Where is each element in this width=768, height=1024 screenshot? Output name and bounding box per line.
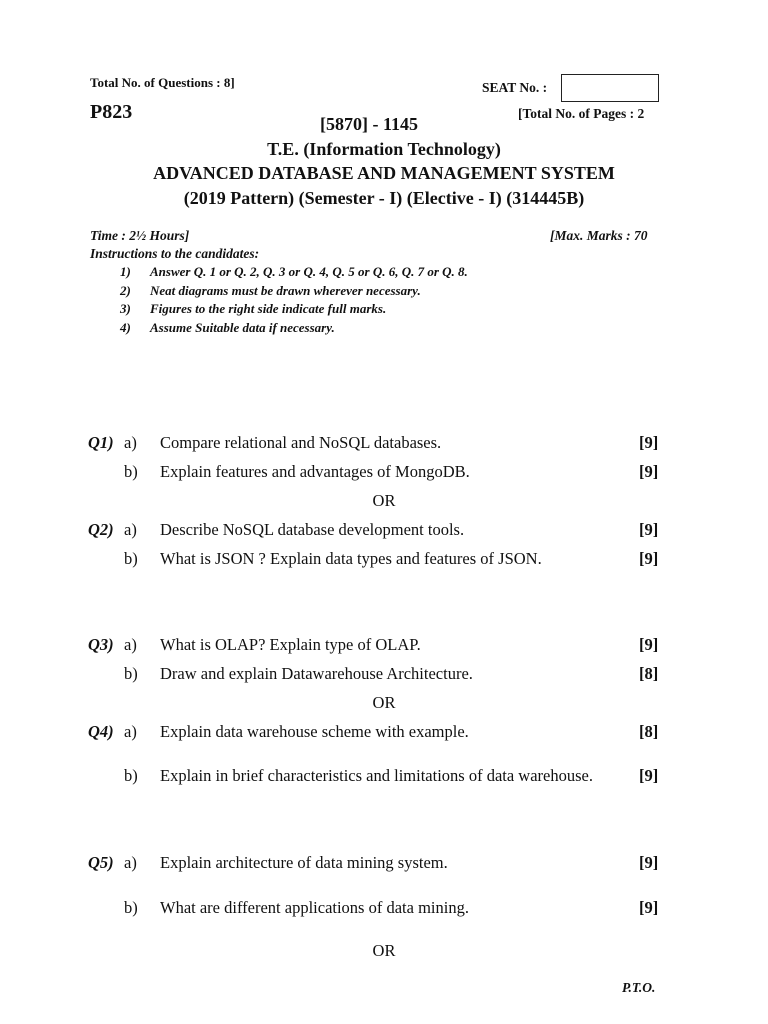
question-text: What is JSON ? Explain data types and features of JSON. xyxy=(160,549,542,568)
question-number: Q1) xyxy=(88,433,114,452)
instruction-text: Neat diagrams must be drawn wherever necessary. xyxy=(150,283,421,298)
question-marks: [8] xyxy=(639,722,659,741)
question-marks: [9] xyxy=(639,433,659,452)
question-text: Describe NoSQL database development tools. xyxy=(160,520,465,539)
question-text: Explain data warehouse scheme with example. xyxy=(160,722,469,741)
question-text: What are different applications of data mining. xyxy=(160,898,469,917)
question-part: b) xyxy=(124,766,138,785)
course-title: T.E. (Information Technology) xyxy=(267,139,501,159)
total-pages: [Total No. of Pages : 2 xyxy=(518,106,645,121)
pattern-line: (2019 Pattern) (Semester - I) (Elective - I) (314445B) xyxy=(183,188,585,208)
question-part: a) xyxy=(124,722,137,741)
question-marks: [9] xyxy=(639,520,659,539)
question-row xyxy=(0,520,768,544)
question-part: a) xyxy=(124,635,137,654)
question-text: Explain in brief characteristics and limitations of data warehouse. xyxy=(160,766,593,785)
question-part: b) xyxy=(124,549,138,568)
question-row xyxy=(0,766,768,790)
instruction-number: 3) xyxy=(120,301,131,316)
question-row xyxy=(0,635,768,659)
question-text: Compare relational and NoSQL databases. xyxy=(160,433,442,452)
or-separator: OR xyxy=(372,491,396,510)
question-row xyxy=(0,549,768,573)
instruction-text: Answer Q. 1 or Q. 2, Q. 3 or Q. 4, Q. 5 or Q. 6, Q. 7 or Q. 8. xyxy=(150,264,468,279)
exam-code: [5870] - 1145 xyxy=(320,114,418,134)
instruction-text: Figures to the right side indicate full marks. xyxy=(150,301,387,316)
paper-code: P823 xyxy=(90,101,133,123)
question-text: What is OLAP? Explain type of OLAP. xyxy=(160,635,421,654)
question-row xyxy=(0,433,768,457)
question-part: a) xyxy=(124,520,137,539)
question-text: Draw and explain Datawarehouse Architecture. xyxy=(160,664,473,683)
question-marks: [9] xyxy=(639,549,659,568)
question-part: b) xyxy=(124,898,138,917)
or-separator: OR xyxy=(372,941,396,960)
subject-title: ADVANCED DATABASE AND MANAGEMENT SYSTEM xyxy=(153,163,615,183)
total-questions: Total No. of Questions : 8] xyxy=(90,75,235,90)
question-marks: [9] xyxy=(639,635,659,654)
question-number: Q4) xyxy=(88,722,114,741)
instruction-number: 4) xyxy=(120,320,131,335)
question-number: Q2) xyxy=(88,520,114,539)
question-row xyxy=(0,462,768,486)
question-number: Q3) xyxy=(88,635,114,654)
instruction-number: 2) xyxy=(120,283,131,298)
question-part: a) xyxy=(124,853,137,872)
question-row xyxy=(0,664,768,688)
question-row xyxy=(0,853,768,877)
time-label: Time : 2½ Hours] xyxy=(90,228,190,243)
question-marks: [9] xyxy=(639,462,659,481)
instructions-title: Instructions to the candidates: xyxy=(90,246,260,261)
max-marks: [Max. Marks : 70 xyxy=(550,228,648,243)
question-marks: [9] xyxy=(639,853,659,872)
question-marks: [8] xyxy=(639,664,659,683)
question-marks: [9] xyxy=(639,898,659,917)
question-text: Explain features and advantages of MongoDB. xyxy=(160,462,470,481)
instruction-number: 1) xyxy=(120,264,131,279)
question-part: a) xyxy=(124,433,137,452)
question-row xyxy=(0,722,768,746)
question-part: b) xyxy=(124,664,138,683)
question-part: b) xyxy=(124,462,138,481)
or-separator: OR xyxy=(372,693,396,712)
instruction-text: Assume Suitable data if necessary. xyxy=(150,320,335,335)
question-marks: [9] xyxy=(639,766,659,785)
question-number: Q5) xyxy=(88,853,114,872)
question-row xyxy=(0,898,768,922)
question-text: Explain architecture of data mining system. xyxy=(160,853,448,872)
pto-label: P.T.O. xyxy=(622,980,656,995)
seat-number-box[interactable] xyxy=(561,74,659,102)
seat-label: SEAT No. : xyxy=(482,80,548,95)
